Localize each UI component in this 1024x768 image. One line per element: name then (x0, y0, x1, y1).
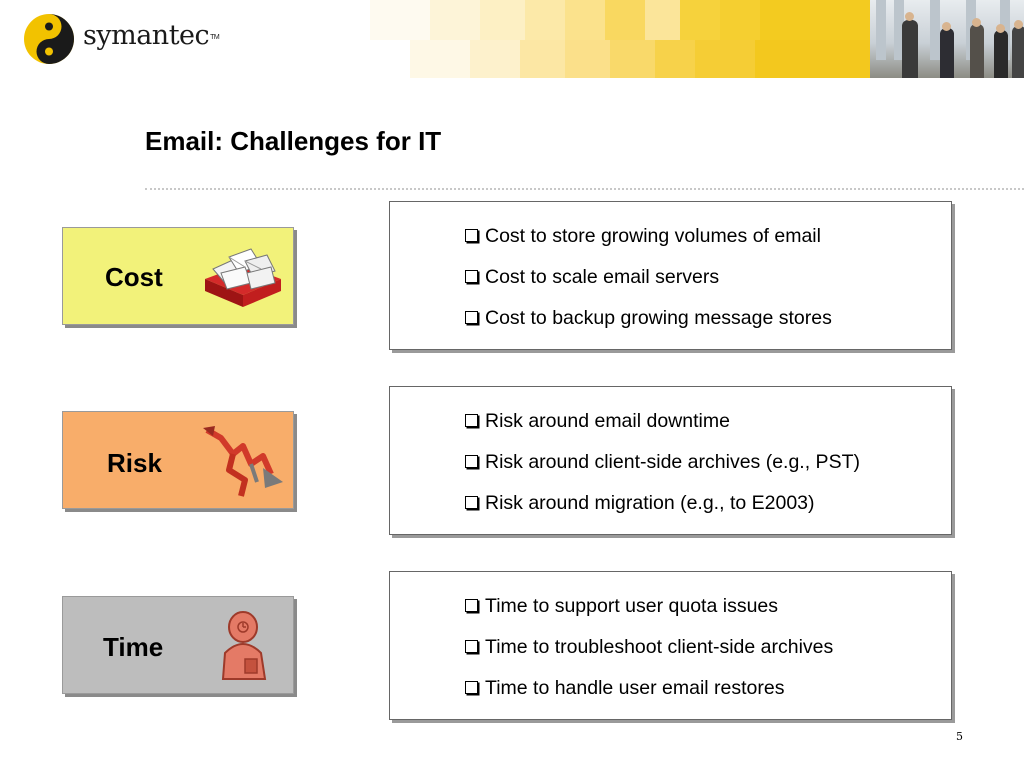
checkbox-bullet-icon (465, 455, 478, 468)
checkbox-bullet-icon (465, 311, 478, 324)
item-text: Cost to backup growing message stores (485, 307, 832, 329)
item-text: Time to support user quota issues (485, 595, 779, 617)
checkbox-bullet-icon (465, 496, 478, 509)
cost-category-box (62, 227, 294, 325)
list-item (463, 450, 860, 491)
time-items-list (463, 594, 833, 717)
checkbox-bullet-icon (465, 681, 478, 694)
list-item (463, 409, 860, 450)
symantec-logo-icon (20, 12, 78, 66)
time-category-box (62, 596, 294, 694)
item-text: Risk around migration (e.g., to E2003) (485, 492, 815, 514)
brand-name: symantec (83, 20, 210, 51)
person-clock-icon (215, 609, 271, 685)
item-text: Time to troubleshoot client-side archives (485, 636, 834, 658)
time-label: Time (103, 632, 164, 662)
item-text: Cost to scale email servers (485, 266, 720, 288)
risk-label: Risk (107, 448, 162, 478)
list-item (463, 594, 833, 635)
brand-wordmark (83, 20, 218, 51)
page-title: Email: Challenges for IT (145, 126, 442, 156)
list-item (463, 306, 832, 347)
envelope-tray-icon (201, 243, 285, 309)
item-text: Risk around email downtime (485, 410, 730, 432)
cost-items-list (463, 224, 832, 347)
cost-label: Cost (105, 262, 163, 292)
checkbox-bullet-icon (465, 599, 478, 612)
checkbox-bullet-icon (465, 229, 478, 242)
risk-category-box (62, 411, 294, 509)
list-item (463, 676, 833, 717)
broken-arrow-icon (201, 424, 287, 502)
list-item (463, 224, 832, 265)
risk-items-list (463, 409, 860, 532)
header-photo-business-people (870, 0, 1024, 78)
slide-number: 5 (956, 730, 963, 743)
item-text: Cost to store growing volumes of email (485, 225, 821, 247)
list-item (463, 265, 832, 306)
list-item (463, 635, 833, 676)
item-text: Time to handle user email restores (485, 677, 785, 699)
time-items-box (389, 571, 952, 720)
checkbox-bullet-icon (465, 414, 478, 427)
cost-items-box (389, 201, 952, 350)
header-yellow-mosaic (370, 0, 910, 78)
item-text: Risk around client-side archives (e.g., PST) (485, 451, 860, 473)
checkbox-bullet-icon (465, 270, 478, 283)
checkbox-bullet-icon (465, 640, 478, 653)
list-item (463, 491, 860, 532)
title-divider (145, 188, 1024, 190)
trademark-symbol: TM (210, 34, 220, 41)
risk-items-box (389, 386, 952, 535)
